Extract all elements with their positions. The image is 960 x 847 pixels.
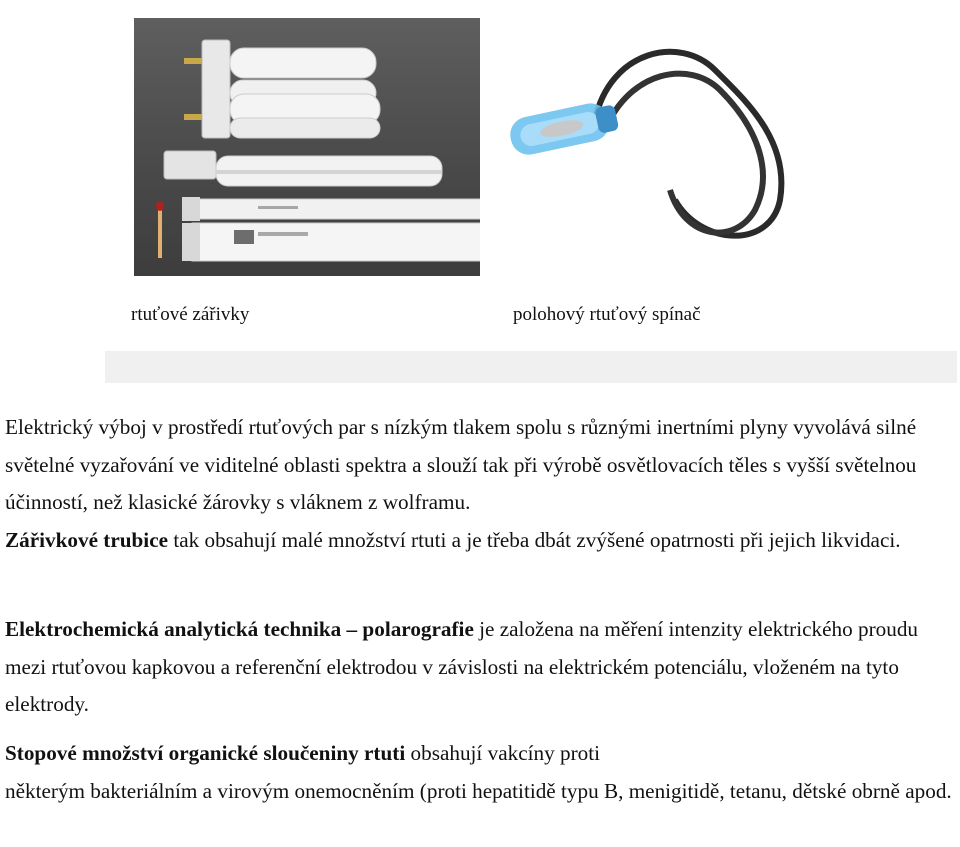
paragraph-text: Elektrický výboj v prostředí rtuťových par s nízkým tlakem spolu s různými inertními plyny vyvolává silné světelné vyzařování ve viditelné oblasti spektra a slouží tak při výrobě osvětlovacích těles s vyšší světelnou účinností, než klasické žárovky s vláknem z wolframu. — [5, 415, 917, 515]
paragraph-vaccines — [5, 735, 955, 810]
paragraph-text: tak obsahují malé množství rtuti a je třeba dbát zvýšené opatrnosti při jejich likvidaci. — [168, 528, 901, 553]
caption-mercury-switch: polohový rtuťový spínač — [513, 304, 701, 325]
bold-term-polarography: Elektrochemická analytická technika – polarografie — [5, 617, 474, 641]
bold-term-fluorescent-tubes: Zářivkové trubice — [5, 528, 169, 553]
mercury-switch-illustration — [500, 30, 800, 270]
fluorescent-lamps-illustration — [134, 18, 480, 276]
mercury-switch-photo — [500, 30, 800, 270]
paragraph-text: je založena na měření intenzity elektrického proudu mezi rtuťovou kapkovou a referenční elektrodou v závislosti na elektrickém potenciálu, vloženém na tyto elektrody. — [5, 617, 919, 717]
bold-term-organic-mercury: Stopové množství organické sloučeniny rtuti — [5, 741, 406, 765]
paragraph-text: obsahují vakcíny proti — [405, 741, 600, 765]
caption-fluorescent-lamps: rtuťové zářivky — [131, 304, 250, 325]
fluorescent-lamps-photo — [134, 18, 480, 276]
paragraph-polarography — [5, 611, 955, 724]
paragraph-text: některým bakteriálním a virovým onemocněním (proti hepatitidě typu B, menigitidě, tetanu, dětské obrně apod. — [5, 778, 952, 803]
paragraph-electric-discharge — [5, 409, 955, 560]
divider-band — [105, 351, 957, 383]
